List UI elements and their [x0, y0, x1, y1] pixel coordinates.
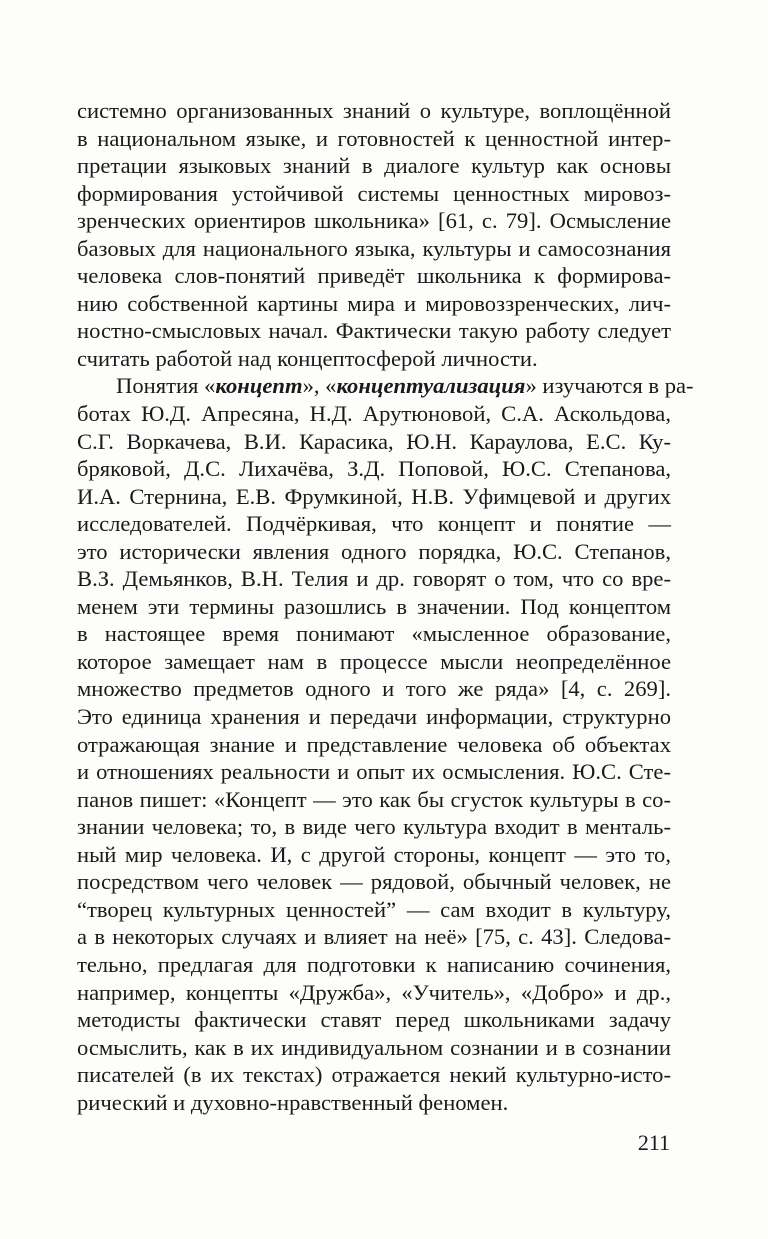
text-line: знании человека; то, в виде чего культура входит в менталь-	[77, 814, 671, 840]
text-line: например, концепты «Дружба», «Учитель», «Добро» и др.,	[77, 979, 671, 1005]
text-line: человека слов-понятий приведёт школьника к формирова-	[77, 263, 671, 289]
text-line: В.З. Демьянков, В.Н. Телия и др. говорят о том, что со вре-	[77, 566, 671, 592]
text-line: панов пишет: «Концепт — это как бы сгусток культуры в со-	[77, 786, 671, 812]
text-line: формирования устойчивой системы ценностных мировоз-	[77, 180, 671, 206]
text-line: множество предметов одного и того же ряда» [4, с. 269].	[77, 676, 671, 702]
text-line: зренческих ориентиров школьника» [61, с. 79]. Осмысление	[77, 208, 671, 234]
text-line: которое замещает нам в процессе мысли неопределённое	[77, 648, 671, 674]
text-line: системно организованных знаний о культуре, воплощённой	[77, 98, 671, 123]
text-line: это исторически явления одного порядка, Ю.С. Степанов,	[77, 538, 671, 564]
text-line: базовых для национального языка, культуры и самосознания	[77, 235, 671, 261]
text-line: а в некоторых случаях и влияет на неё» [75, с. 43]. Следова-	[77, 924, 671, 950]
paragraph-1	[77, 97, 671, 372]
text-line-first	[77, 372, 694, 400]
text-line: Это единица хранения и передачи информации, структурно	[77, 704, 671, 730]
text-line: посредством чего человек — рядовой, обычный человек, не	[77, 869, 671, 895]
text-line: писателей (в их текстах) отражается некий культурно-исто-	[77, 1062, 671, 1088]
text-line: рический и духовно-нравственный феномен.	[77, 1089, 509, 1115]
text-line: претации языковых знаний в диалоге культур как основы	[77, 153, 671, 179]
text-line: исследователей. Подчёркивая, что концепт и понятие —	[77, 511, 671, 537]
text-line: в национальном языке, и готовностей к ценностной интер-	[77, 125, 671, 151]
text-line: в настоящее время понимают «мысленное образование,	[77, 621, 671, 647]
text-line: отражающая знание и представление человека об объектах	[77, 731, 671, 757]
text-line: ностно-смысловых начал. Фактически такую работу следует	[77, 318, 671, 344]
term-konceptualizaciya: концептуализация	[336, 373, 526, 399]
text-line: осмыслить, как в их индивидуальном сознании и в сознании	[77, 1034, 671, 1060]
text-line: менем эти термины разошлись в значении. Под концептом	[77, 593, 671, 619]
text-line: С.Г. Воркачева, В.И. Карасика, Ю.Н. Караулова, Е.С. Ку-	[77, 428, 671, 454]
term-koncept: концепт	[215, 373, 303, 399]
text-line: считать работой над концептосферой личности.	[77, 345, 538, 371]
text-line: бряковой, Д.С. Лихачёва, З.Д. Поповой, Ю.С. Степанова,	[77, 456, 671, 482]
text-segment: » изучаются в ра-	[525, 373, 694, 399]
text-line: методисты фактически ставят перед школьниками задачу	[77, 1007, 671, 1033]
body-text	[77, 97, 694, 1116]
text-line: и отношениях реальности и опыт их осмысления. Ю.С. Сте-	[77, 759, 671, 785]
text-line: тельно, предлагая для подготовки к написанию сочинения,	[77, 951, 671, 977]
text-segment: Понятия «	[116, 373, 216, 399]
paragraph-2	[77, 372, 694, 1116]
text-line: ный мир человека. И, с другой стороны, концепт — это то,	[77, 841, 671, 867]
text-line: ботах Ю.Д. Апресяна, Н.Д. Арутюновой, С.А. Аскольдова,	[77, 401, 671, 427]
text-segment: », «	[302, 373, 337, 399]
text-line: “творец культурных ценностей” — сам входит в культуру,	[77, 896, 671, 922]
page-number: 211	[637, 1130, 670, 1155]
text-line: нию собственной картины мира и мировоззренческих, лич-	[77, 290, 671, 316]
text-line: И.А. Стернина, Е.В. Фрумкиной, Н.В. Уфимцевой и других	[77, 483, 671, 509]
